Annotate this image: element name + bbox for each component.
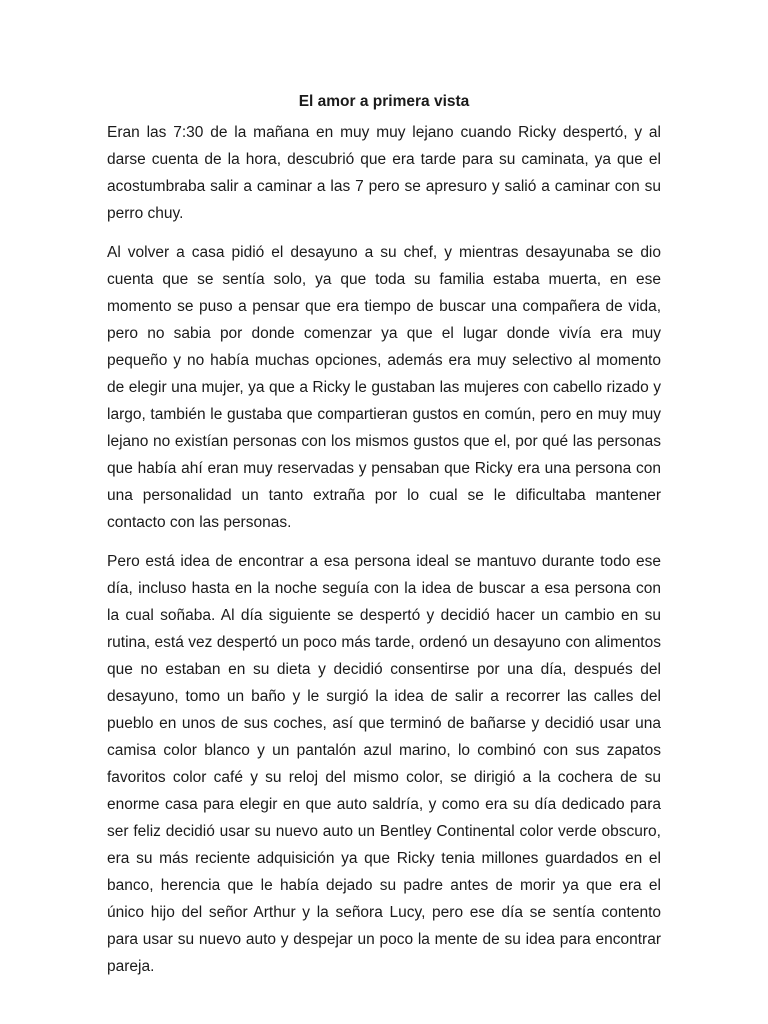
paragraph-2: Al volver a casa pidió el desayuno a su chef, y mientras desayunaba se dio cuenta que se sentía solo, ya que toda su familia estaba muerta, en ese momento se puso a pensar que era tiempo de buscar una compañera de vida, pero no sabia por donde comenzar ya que el lugar donde vivía era muy pequeño y no había muchas opciones, además era muy selectivo al momento de elegir una mujer, ya que a Ricky le gustaban las mujeres con cabello rizado y largo, también le gustaba que compartieran gustos en común, pero en muy muy lejano no existían personas con los mismos gustos que el, por qué las personas que había ahí eran muy reservadas y pensaban que Ricky era una persona con una personalidad un tanto extraña por lo cual se le dificultaba mantener contacto con las personas. bbox=[107, 244, 661, 531]
paragraph-3: Pero está idea de encontrar a esa persona ideal se mantuvo durante todo ese día, incluso hasta en la noche seguía con la idea de buscar a esa persona con la cual soñaba. Al día siguiente se despertó y decidió hacer un cambio en su rutina, está vez despertó un poco más tarde, ordenó un desayuno con alimentos que no estaban en su dieta y decidió consentirse por una día, después del desayuno, tomo un baño y le surgió la idea de salir a recorrer las calles del pueblo en unos de sus coches, así que terminó de bañarse y decidió usar una camisa color blanco y un pantalón azul marino, lo combinó con sus zapatos favoritos color café y su reloj del mismo color, se dirigió a la cochera de su enorme casa para elegir en que auto saldría, y como era su día dedicado para ser feliz decidió usar su nuevo auto un Bentley Continental color verde obscuro, era su más reciente adquisición ya que Ricky tenia millones guardados en el banco, herencia que le había dejado su padre antes de morir ya que era el único hijo del señor Arthur y la señora Lucy, pero ese día se sentía contento para usar su nuevo auto y despejar un poco la mente de su idea para encontrar pareja. bbox=[107, 553, 661, 975]
document-title: El amor a primera vista bbox=[298, 93, 470, 110]
document-body bbox=[107, 119, 661, 992]
paragraph-1: Eran las 7:30 de la mañana en muy muy lejano cuando Ricky despertó, y al darse cuenta de la hora, descubrió que era tarde para su caminata, ya que el acostumbraba salir a caminar a las 7 pero se apresuro y salió a caminar con su perro chuy. bbox=[107, 124, 661, 222]
